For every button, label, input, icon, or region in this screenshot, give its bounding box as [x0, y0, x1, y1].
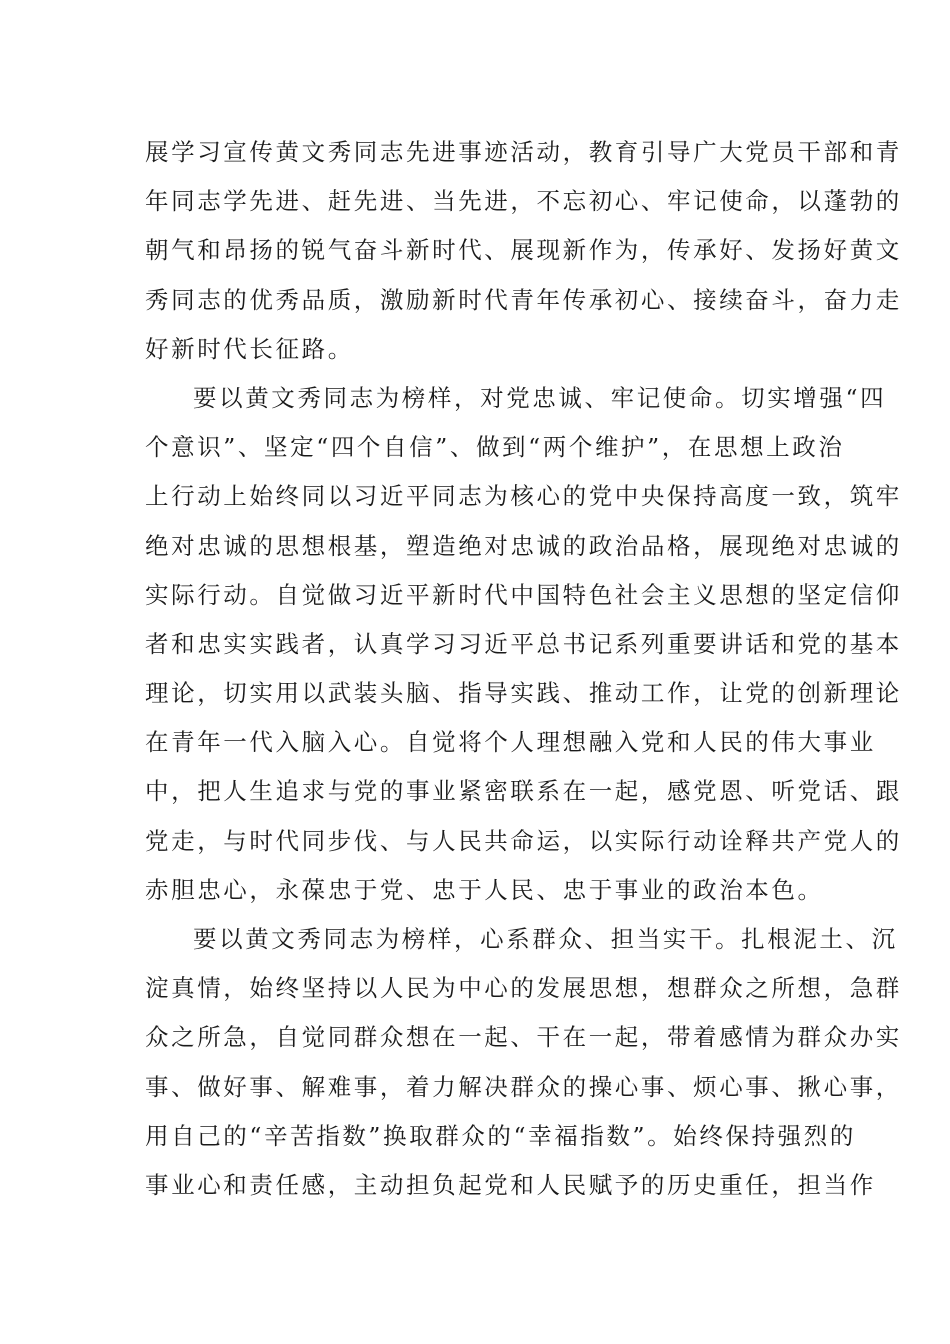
- text-line: 绝对忠诚的思想根基，塑造绝对忠诚的政治品格，展现绝对忠诚的: [145, 531, 902, 560]
- body-text: [145, 128, 902, 1210]
- text-line: 朝气和昂扬的锐气奋斗新时代、展现新作为，传承好、发扬好黄文: [145, 236, 902, 265]
- text-line: 上行动上始终同以习近平同志为核心的党中央保持高度一致，筑牢: [145, 482, 902, 511]
- text-line: 事、做好事、解难事，着力解决群众的操心事、烦心事、揪心事，: [145, 1072, 902, 1101]
- text-line: 用自己的“辛苦指数”换取群众的“幸福指数”。始终保持强烈的: [145, 1121, 856, 1150]
- text-line: 要以黄文秀同志为榜样，心系群众、担当实干。扎根泥土、沉: [193, 925, 898, 953]
- text-line: 年同志学先进、赶先进、当先进，不忘初心、牢记使命，以蓬勃的: [145, 187, 902, 216]
- text-line: 个意识”、坚定“四个自信”、做到“两个维护”，在思想上政治: [145, 433, 845, 462]
- text-line: 中，把人生追求与党的事业紧密联系在一起，感党恩、听党话、跟: [145, 777, 902, 806]
- text-line: 实际行动。自觉做习近平新时代中国特色社会主义思想的坚定信仰: [145, 580, 902, 609]
- text-line: 展学习宣传黄文秀同志先进事迹活动，教育引导广大党员干部和青: [145, 138, 902, 166]
- text-line: 理论，切实用以武装头脑、指导实践、推动工作，让党的创新理论: [145, 679, 902, 708]
- text-line: 秀同志的优秀品质，激励新时代青年传承初心、接续奋斗，奋力走: [145, 285, 902, 314]
- text-line: 赤胆忠心，永葆忠于党、忠于人民、忠于事业的政治本色。: [145, 875, 824, 904]
- text-line: 者和忠实实践者，认真学习习近平总书记系列重要讲话和党的基本: [145, 629, 902, 658]
- text-line: 事业心和责任感，主动担负起党和人民赋予的历史重任，担当作: [145, 1170, 876, 1199]
- text-line: 好新时代长征路。: [145, 334, 354, 363]
- text-line: 要以黄文秀同志为榜样，对党忠诚、牢记使命。切实增强“四: [193, 383, 887, 412]
- text-line: 淀真情，始终坚持以人民为中心的发展思想，想群众之所想，急群: [145, 974, 902, 1003]
- text-line: 众之所急，自觉同群众想在一起、干在一起，带着感情为群众办实: [145, 1023, 902, 1052]
- text-line: 在青年一代入脑入心。自觉将个人理想融入党和人民的伟大事业: [145, 728, 876, 757]
- text-line: 党走，与时代同步伐、与人民共命运，以实际行动诠释共产党人的: [145, 826, 902, 855]
